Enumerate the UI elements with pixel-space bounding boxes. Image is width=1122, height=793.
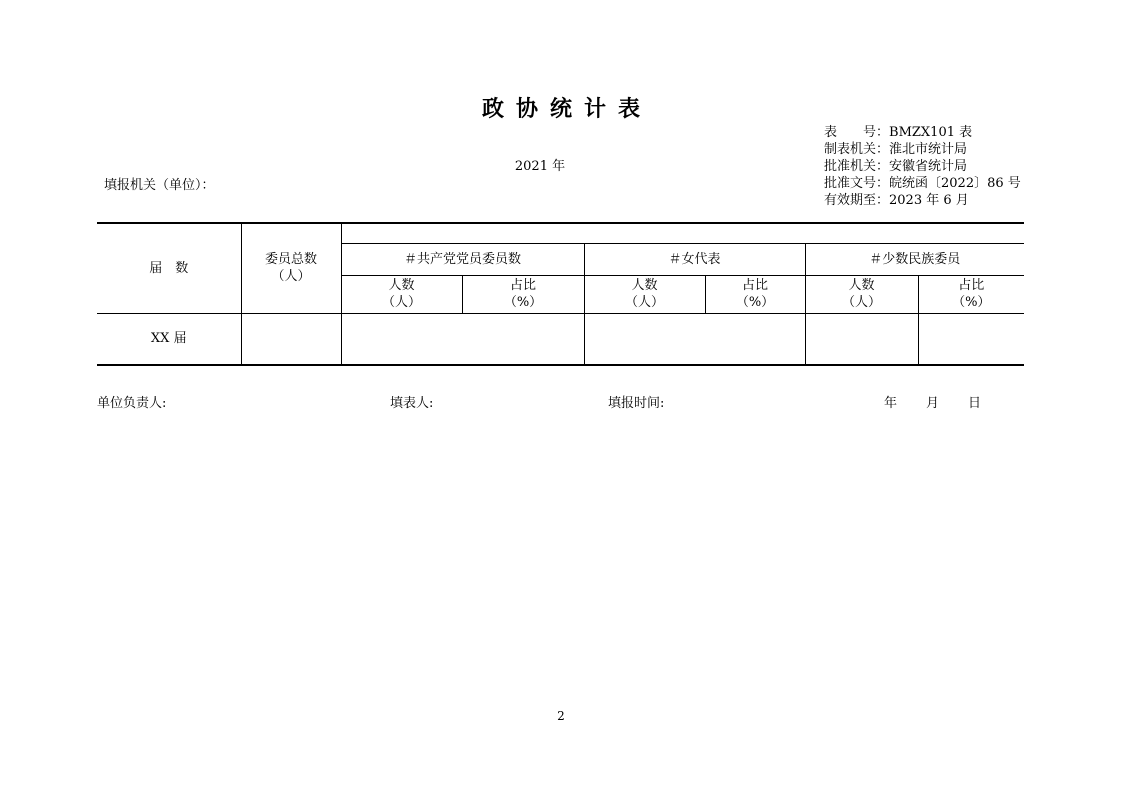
- meta-value: 安徽省统计局: [889, 159, 968, 174]
- meta-row-approver: [824, 158, 1021, 175]
- footer-leader-label: 单位负责人:: [97, 396, 167, 411]
- cell-total[interactable]: [241, 313, 341, 365]
- meta-label: 批准机关：: [824, 159, 890, 174]
- cell-minority-count[interactable]: [805, 313, 918, 365]
- title-char: 政: [481, 97, 504, 122]
- header-count: 人数 （人）: [805, 275, 918, 313]
- filler-unit-label: 填报机关（单位）：: [104, 178, 215, 193]
- meta-label: 有效期至：: [824, 193, 890, 208]
- form-metadata: [824, 124, 1021, 209]
- header-count: 人数 （人）: [584, 275, 705, 313]
- header-women: ＃女代表: [584, 243, 805, 275]
- cell-women[interactable]: [584, 313, 805, 365]
- meta-label: 批准文号：: [824, 176, 890, 191]
- meta-value: 淮北市统计局: [889, 142, 968, 157]
- meta-value: BMZX101 表: [889, 125, 973, 140]
- table-row: [97, 313, 1024, 365]
- title-char: 计: [584, 97, 607, 122]
- footer-date-label: 填报时间:: [608, 396, 665, 411]
- meta-value: 皖统函〔2022〕86 号: [889, 176, 1021, 191]
- page-title: [0, 92, 1122, 123]
- meta-row-form-number: [824, 124, 1021, 141]
- meta-label: 表 号：: [824, 125, 890, 140]
- statistics-table: [97, 222, 1024, 366]
- header-spacer: [341, 223, 1024, 243]
- title-char: 统: [549, 97, 572, 122]
- footer-day: 日: [968, 396, 982, 411]
- report-year: 2021 年: [514, 159, 566, 174]
- meta-row-approval-number: [824, 175, 1021, 192]
- header-minority: ＃少数民族委员: [805, 243, 1024, 275]
- footer-year: 年: [884, 396, 898, 411]
- header-ratio: 占比 （%）: [918, 275, 1024, 313]
- footer-month: 月: [926, 396, 940, 411]
- meta-row-valid-until: [824, 192, 1021, 209]
- row-label-term: XX 届: [97, 313, 241, 365]
- footer-preparer-label: 填表人:: [390, 396, 434, 411]
- cell-minority-ratio[interactable]: [918, 313, 1024, 365]
- page-number: 2: [557, 709, 565, 723]
- title-char: 协: [515, 97, 538, 122]
- header-ratio: 占比 （%）: [462, 275, 584, 313]
- meta-row-issuer: [824, 141, 1021, 158]
- header-count: 人数 （人）: [341, 275, 462, 313]
- header-total-members: 委员总数 （人）: [241, 223, 341, 313]
- meta-value: 2023 年 6 月: [889, 193, 969, 208]
- header-ratio: 占比 （%）: [705, 275, 805, 313]
- meta-label: 制表机关：: [824, 142, 890, 157]
- header-term: 届 数: [97, 223, 241, 313]
- title-char: 表: [618, 97, 641, 122]
- header-cpc-members: ＃共产党党员委员数: [341, 243, 584, 275]
- cell-cpc[interactable]: [341, 313, 584, 365]
